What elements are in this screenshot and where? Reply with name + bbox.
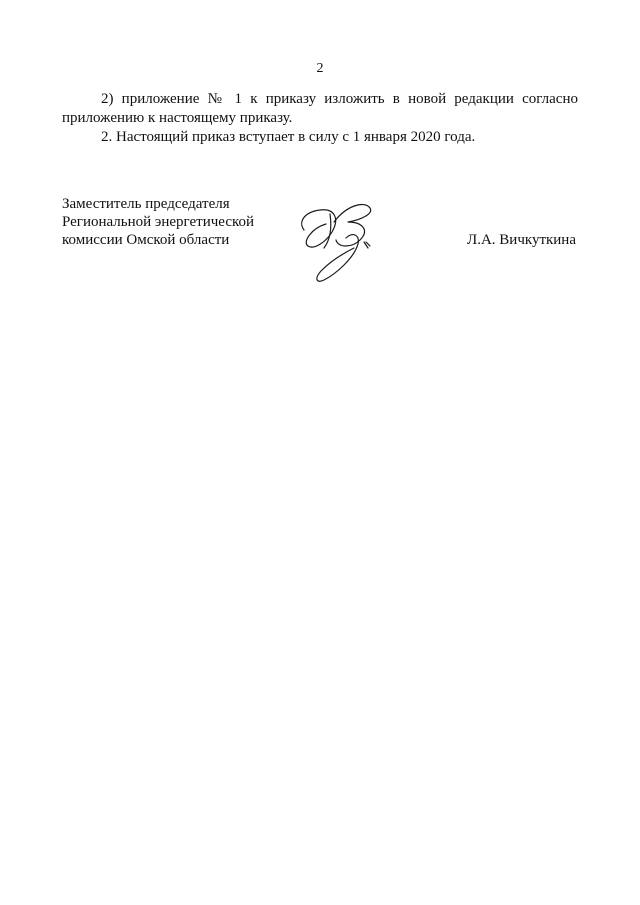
handwritten-signature (290, 192, 390, 292)
page-number: 2 (316, 61, 324, 76)
signatory-title (62, 195, 254, 249)
signatory-title-line-2: Региональной энергетической (62, 214, 255, 230)
signatory-title-line-3: комиссии Омской области (62, 232, 230, 248)
paragraph-point-2: 2. Настоящий приказ вступает в силу с 1 января 2020 года. (101, 129, 476, 145)
paragraph-item-2-line-1: 2) приложение № 1 к приказу изложить в новой редакции согласно (101, 91, 578, 107)
paragraph-item-2-line-2: приложению к настоящему приказу. (62, 110, 293, 126)
signatory-title-line-1: Заместитель председателя (62, 196, 230, 212)
document-body (62, 90, 578, 147)
signatory-name: Л.А. Вичкуткина (467, 232, 576, 248)
